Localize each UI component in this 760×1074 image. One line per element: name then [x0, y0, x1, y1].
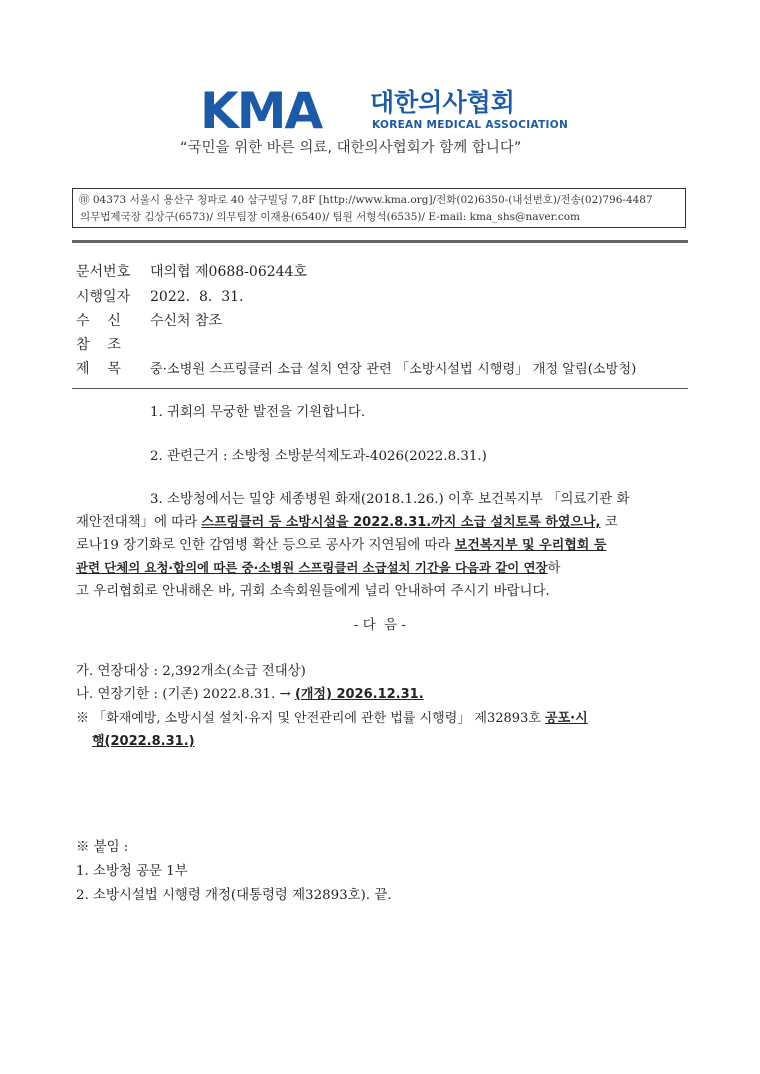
date-row [76, 287, 244, 307]
note-emphasis-1: 공포·시 [545, 711, 588, 726]
contact-line-1: ㊞ 04373 서울시 용산구 청파로 40 삼구빌딩 7,8F [http://www.kma.org]/전화(02)6350-(내선번호)/전송(02)796-4487 [79, 194, 653, 206]
daum-heading: - 다 음 - [354, 618, 406, 633]
note-emphasis-2: 행(2022.8.31.) [92, 734, 195, 749]
paragraph-3-line-1: 3. 소방청에서는 밀양 세종병원 화재(2018.1.26.) 이후 보건복지부 「의료기관 화 [150, 492, 630, 507]
kma-logo-letters: KMA [200, 82, 322, 140]
item-na-text: 나. 연장기한 : (기존) 2022.8.31. → [76, 687, 295, 702]
date-label: 시행일자 [76, 289, 131, 305]
subject-label: 제 목 [76, 361, 121, 377]
subject-divider [72, 388, 688, 389]
p3-emphasis-3: 관련 단체의 요청·합의에 따른 중·소병원 스프링클러 소급설치 기간을 다음과 같이 연장 [76, 560, 548, 575]
note-text: ※ 「화재예방, 소방시설 설치·유지 및 안전관리에 관한 법률 시행령」 제32893호 [76, 711, 546, 726]
p3-text: 하 [547, 561, 561, 576]
paragraph-3-line-3 [76, 534, 606, 553]
p3-text: 재안전대책」에 따라 [76, 515, 202, 530]
item-ga: 가. 연장대상 : 2,392개소(소급 전대상) [76, 664, 306, 679]
slogan: “국민을 위한 바른 의료, 대한의사협회가 함께 합니다” [180, 140, 522, 156]
subject-row [76, 359, 636, 379]
attachments-title: ※ 붙임 : [76, 840, 129, 855]
recipient-row [76, 311, 222, 331]
recipient-label: 수 신 [76, 313, 121, 329]
paragraph-3-line-4 [76, 557, 560, 576]
note-line-2 [92, 730, 195, 749]
p3-emphasis-2: 보건복지부 및 우리협회 등 [454, 538, 607, 553]
doc-number-label: 문서번호 [76, 264, 131, 280]
recipient-value: 수신처 참조 [150, 313, 223, 329]
paragraph-3-line-2 [76, 511, 618, 530]
contact-line-2: 의무법제국장 김상구(6573)/ 의무팀장 이재용(6540)/ 팀원 서형석(6535)/ E-mail: kma_shs@naver.com [80, 211, 580, 223]
paragraph-1: 1. 귀회의 무궁한 발전을 기원합니다. [150, 405, 366, 420]
doc-number: 대의협 제0688-06244호 [150, 264, 307, 280]
kma-logo-english: KOREAN MEDICAL ASSOCIATION [372, 119, 569, 131]
item-na [76, 683, 424, 702]
subject-value: 중·소병원 스프링클러 소급 설치 연장 관련 「소방시설법 시행령」 개정 알림(소방청) [150, 362, 637, 377]
kma-logo-korean: 대한의사협회 [370, 88, 515, 117]
date-value: 2022. 8. 31. [150, 289, 244, 305]
header-divider [72, 240, 688, 243]
item-na-emphasis: (개정) 2026.12.31. [294, 687, 424, 702]
doc-number-row [76, 262, 307, 282]
reference-label: 참 조 [76, 337, 121, 353]
reference-row [76, 335, 150, 355]
attachment-2: 2. 소방시설법 시행령 개정(대통령령 제32893호). 끝. [76, 888, 392, 903]
paragraph-2: 2. 관련근거 : 소방청 소방분석제도과-4026(2022.8.31.) [150, 449, 487, 464]
paragraph-3-line-5: 고 우리협회로 안내해온 바, 귀회 소속회원들에게 널리 안내하여 주시기 바랍니다. [76, 584, 550, 599]
note-line-1 [76, 707, 588, 726]
p3-emphasis-1: 스프링클러 등 소방시설을 2022.8.31.까지 소급 설치토록 하였으나, [201, 515, 601, 530]
p3-text: 코 [600, 515, 618, 530]
contact-box [72, 188, 686, 228]
p3-text: 로나19 장기화로 인한 감염병 확산 등으로 공사가 지연됨에 따라 [76, 538, 455, 553]
attachment-1: 1. 소방청 공문 1부 [76, 864, 188, 879]
